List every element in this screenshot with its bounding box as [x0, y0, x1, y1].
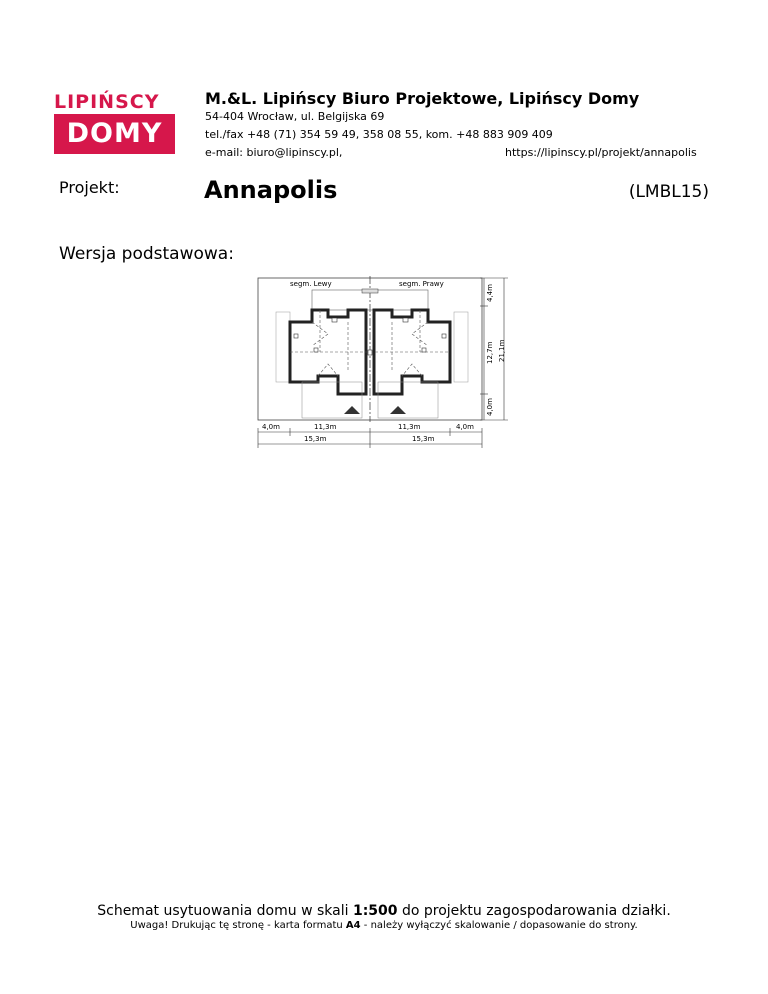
dim-side-right: 4,0m [456, 423, 474, 431]
side-area-left [276, 312, 290, 382]
company-website[interactable]: https://lipinscy.pl/projekt/annapolis [505, 146, 697, 159]
dim-back: 4,0m [486, 398, 494, 416]
company-email: e-mail: biuro@lipinscy.pl, [205, 146, 343, 159]
company-phone: tel./fax +48 (71) 354 59 49, 358 08 55, kom. +48 883 909 409 [205, 128, 553, 141]
segment-left-label: segm. Lewy [290, 280, 332, 288]
dim-top-front: 4,4m [486, 284, 494, 302]
footer-line2-post: - należy wyłączyć skalowanie / dopasowanie do strony. [360, 920, 638, 931]
project-name: Annapolis [204, 176, 338, 204]
footer-line2-pre: Uwaga! Drukując tę stronę - karta formatu [130, 920, 346, 931]
version-label: Wersja podstawowa: [59, 244, 234, 264]
footer-format: A4 [345, 920, 361, 931]
project-code: (LMBL15) [628, 182, 709, 202]
project-label: Projekt: [59, 178, 120, 197]
company-name: M.&L. Lipińscy Biuro Projektowe, Lipińscy Domy [205, 89, 640, 108]
footer-line1-pre: Schemat usytuowania domu w skali [97, 903, 353, 919]
terrace-right [378, 382, 438, 418]
dim-total-depth: 21,1m [498, 339, 506, 362]
entrance-gate [362, 289, 378, 293]
logo-text-top: LIPIŃSCY [54, 91, 160, 113]
site-plan-drawing [248, 272, 518, 454]
footer-print-warning [0, 920, 768, 931]
company-logo [54, 92, 175, 154]
entrance-arrow-left [344, 406, 360, 414]
side-area-right [454, 312, 468, 382]
dim-plot-left: 15,3m [304, 435, 327, 443]
logo-text-bottom: DOMY [54, 114, 175, 154]
entrance-arrow-right [390, 406, 406, 414]
company-address: 54-404 Wrocław, ul. Belgijska 69 [205, 110, 385, 123]
dim-side-left: 4,0m [262, 423, 280, 431]
footer-line1-post: do projektu zagospodarowania działki. [397, 903, 671, 919]
footer-scale-note [0, 903, 768, 919]
footer-scale: 1:500 [352, 903, 398, 919]
dim-width-left: 11,3m [314, 423, 337, 431]
dim-house-depth: 12,7m [486, 341, 494, 364]
dim-width-right: 11,3m [398, 423, 421, 431]
dim-plot-right: 15,3m [412, 435, 435, 443]
segment-right-label: segm. Prawy [399, 280, 444, 288]
horizontal-dimension-lines [258, 428, 482, 448]
